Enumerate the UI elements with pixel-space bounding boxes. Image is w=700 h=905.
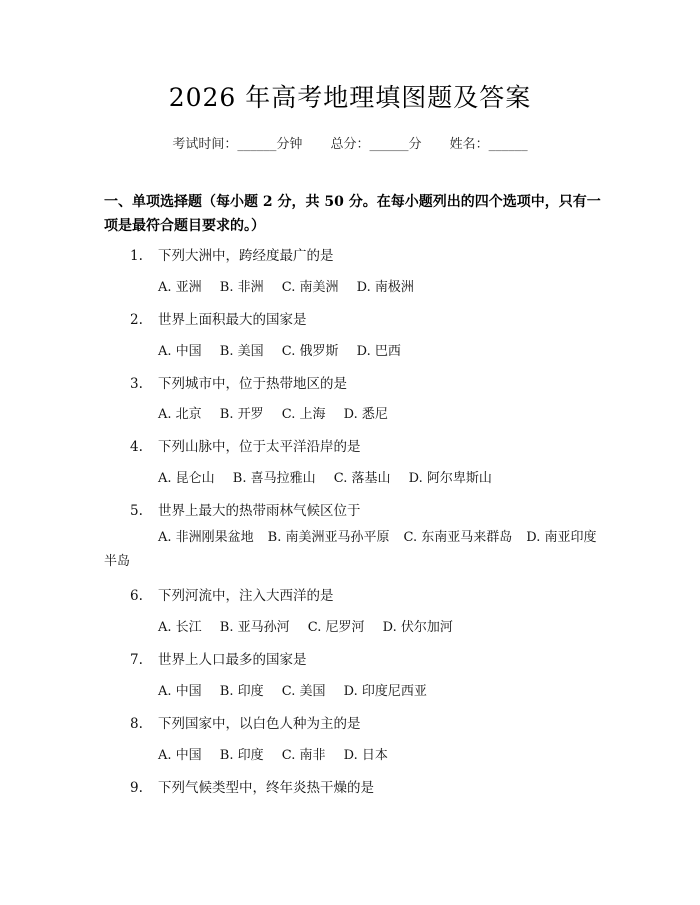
question-1: [130, 244, 334, 264]
option-b: B. 印度: [219, 684, 264, 699]
option-a: A. 中国: [158, 748, 202, 763]
option-d: D. 阿尔卑斯山: [408, 471, 492, 486]
option-a: A. 亚洲: [158, 280, 202, 295]
option-b: B. 南美洲亚马孙平原: [267, 530, 390, 545]
question-9: [130, 776, 374, 796]
exam-time-field: 考试时间：______分钟: [172, 137, 303, 152]
option-a: A. 中国: [158, 344, 202, 359]
option-c: C. 东南亚马来群岛: [403, 530, 513, 545]
question-number: 5.: [130, 503, 143, 519]
option-a: A. 非洲刚果盆地: [158, 530, 254, 545]
option-d: D. 巴西: [356, 344, 401, 359]
question-text: 世界上人口最多的国家是: [158, 652, 307, 668]
page-title: 2026 年高考地理填图题及答案: [168, 83, 532, 112]
question-number: 7.: [130, 652, 143, 668]
option-b: B. 印度: [219, 748, 264, 763]
option-c: C. 南美洲: [281, 280, 339, 295]
question-number: 4.: [130, 439, 143, 455]
option-c: C. 南非: [281, 748, 326, 763]
question-text: 世界上最大的热带雨林气候区位于: [158, 503, 361, 519]
question-3: [130, 372, 347, 392]
option-d: D. 南极洲: [356, 280, 414, 295]
question-5: [130, 499, 361, 519]
option-c: C. 俄罗斯: [281, 344, 339, 359]
option-d: D. 南亚印度半岛: [104, 530, 597, 569]
option-a: A. 长江: [158, 620, 202, 635]
option-b: B. 非洲: [219, 280, 264, 295]
option-b: B. 开罗: [219, 407, 264, 422]
option-c: C. 落基山: [333, 471, 391, 486]
option-d: D. 印度尼西亚: [343, 684, 427, 699]
question-text: 下列国家中，以白色人种为主的是: [158, 716, 361, 732]
option-d: D. 伏尔加河: [382, 620, 453, 635]
question-1-options: [158, 276, 428, 295]
question-text: 下列城市中，位于热带地区的是: [158, 376, 347, 392]
option-c: C. 上海: [281, 407, 326, 422]
option-c: C. 美国: [281, 684, 326, 699]
question-8-options: [158, 744, 402, 763]
question-text: 世界上面积最大的国家是: [158, 312, 307, 328]
option-a: A. 北京: [158, 407, 202, 422]
option-b: B. 亚马孙河: [219, 620, 290, 635]
question-2: [130, 308, 307, 328]
question-text: 下列河流中，注入大西洋的是: [158, 588, 334, 604]
total-score-field: 总分：______分: [330, 137, 422, 152]
question-6: [130, 584, 334, 604]
question-text: 下列山脉中，位于太平洋沿岸的是: [158, 439, 361, 455]
question-6-options: [158, 616, 467, 635]
question-3-options: [158, 403, 402, 422]
question-number: 3.: [130, 376, 143, 392]
section-heading: 一、单项选择题（每小题 2 分，共 50 分。在每小题列出的四个选项中，只有一项是最符合题目要求的。）: [104, 194, 601, 234]
question-7-options: [158, 680, 441, 699]
question-4-options: [158, 467, 506, 486]
question-number: 8.: [130, 716, 143, 732]
question-number: 6.: [130, 588, 143, 604]
question-number: 1.: [130, 248, 143, 264]
question-2-options: [158, 340, 415, 359]
option-d: D. 日本: [343, 748, 388, 763]
name-field: 姓名：______: [449, 137, 528, 152]
question-text: 下列气候类型中，终年炎热干燥的是: [158, 780, 374, 796]
question-text: 下列大洲中，跨经度最广的是: [158, 248, 334, 264]
question-number: 2.: [130, 312, 143, 328]
question-7: [130, 648, 307, 668]
exam-meta: [0, 133, 700, 152]
question-5-options: [104, 526, 604, 574]
option-c: C. 尼罗河: [307, 620, 365, 635]
option-a: A. 中国: [158, 684, 202, 699]
option-a: A. 昆仑山: [158, 471, 215, 486]
option-b: B. 喜马拉雅山: [232, 471, 316, 486]
option-b: B. 美国: [219, 344, 264, 359]
question-4: [130, 435, 361, 455]
question-number: 9.: [130, 780, 143, 796]
question-8: [130, 712, 361, 732]
option-d: D. 悉尼: [343, 407, 388, 422]
